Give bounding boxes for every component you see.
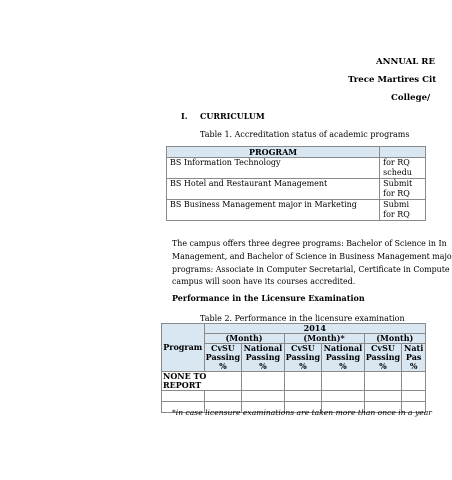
- subcolumn-header: CvSU Passing %: [205, 343, 241, 371]
- empty-cell: [322, 372, 364, 391]
- campus-name: Trece Martires Cit: [348, 75, 437, 85]
- program-cell: BS Information Technology: [167, 158, 380, 179]
- empty-cell: [364, 372, 402, 391]
- table2-caption: Table 2. Performance in the licensure examination: [200, 314, 405, 323]
- status-cell: [380, 200, 426, 221]
- table-row: [162, 391, 426, 402]
- accreditation-table: [166, 146, 426, 221]
- table1-caption: Table 1. Accreditation status of academic programs: [200, 130, 410, 139]
- status-line: for RQ: [383, 210, 410, 219]
- empty-cell: [284, 372, 322, 391]
- college-name: College/: [391, 93, 431, 103]
- empty-cell: [204, 391, 242, 402]
- licensure-table: [161, 323, 426, 413]
- year-header: 2014: [204, 324, 425, 334]
- empty-cell: [242, 372, 284, 391]
- status-line: for RQ: [383, 158, 410, 167]
- section-title: CURRICULUM: [200, 111, 265, 121]
- paragraph-line: The campus offers three degree programs: Bachelor of Science in In: [172, 239, 447, 248]
- status-column-header: [380, 147, 426, 158]
- subcolumn-header: CvSU Passing %: [365, 343, 401, 371]
- month-header: (Month): [364, 334, 425, 344]
- status-line: for RQ: [383, 189, 410, 198]
- table-row: [167, 158, 426, 179]
- status-cell: [380, 158, 426, 179]
- empty-cell: [322, 391, 364, 402]
- empty-cell: [402, 391, 426, 402]
- none-to-report-cell: NONE TO REPORT: [162, 372, 242, 391]
- table2-footnote: *in case licensure examinations are taken more than once in a year: [172, 408, 432, 417]
- paragraph-line: Management, and Bachelor of Science in Business Management majo: [172, 251, 452, 261]
- empty-cell: [402, 372, 426, 391]
- empty-cell: [242, 391, 284, 402]
- table-row: [162, 372, 426, 391]
- subcolumn-header: CvSU Passing %: [285, 343, 321, 371]
- status-line: Submit: [383, 179, 413, 188]
- empty-cell: [162, 391, 205, 402]
- table-row: [167, 200, 426, 221]
- empty-cell: [364, 391, 402, 402]
- month-header: (Month): [204, 334, 284, 344]
- performance-heading: Performance in the Licensure Examination: [172, 293, 365, 303]
- program-cell: BS Business Management major in Marketing: [167, 200, 380, 221]
- status-line: Submi: [383, 200, 410, 209]
- subcolumn-header: National Passing %: [323, 343, 363, 371]
- section-number: I.: [181, 111, 188, 121]
- report-title: ANNUAL RE: [376, 57, 436, 67]
- month-header: (Month)*: [284, 334, 364, 344]
- subcolumn-header: Nati Pas %: [402, 344, 426, 372]
- paragraph-line: campus will soon have its courses accredited.: [172, 277, 356, 287]
- program-header: Program: [162, 324, 205, 372]
- curriculum-paragraph: [172, 238, 452, 289]
- program-cell: BS Hotel and Restaurant Management: [167, 179, 380, 200]
- status-cell: [380, 179, 426, 200]
- status-line: schedu: [383, 168, 412, 177]
- subcolumn-header: National Passing %: [243, 343, 283, 371]
- program-column-header: PROGRAM: [167, 147, 380, 158]
- empty-cell: [284, 391, 322, 402]
- table-row: [167, 179, 426, 200]
- paragraph-line: programs: Associate in Computer Secretarial, Certificate in Compute: [172, 264, 450, 274]
